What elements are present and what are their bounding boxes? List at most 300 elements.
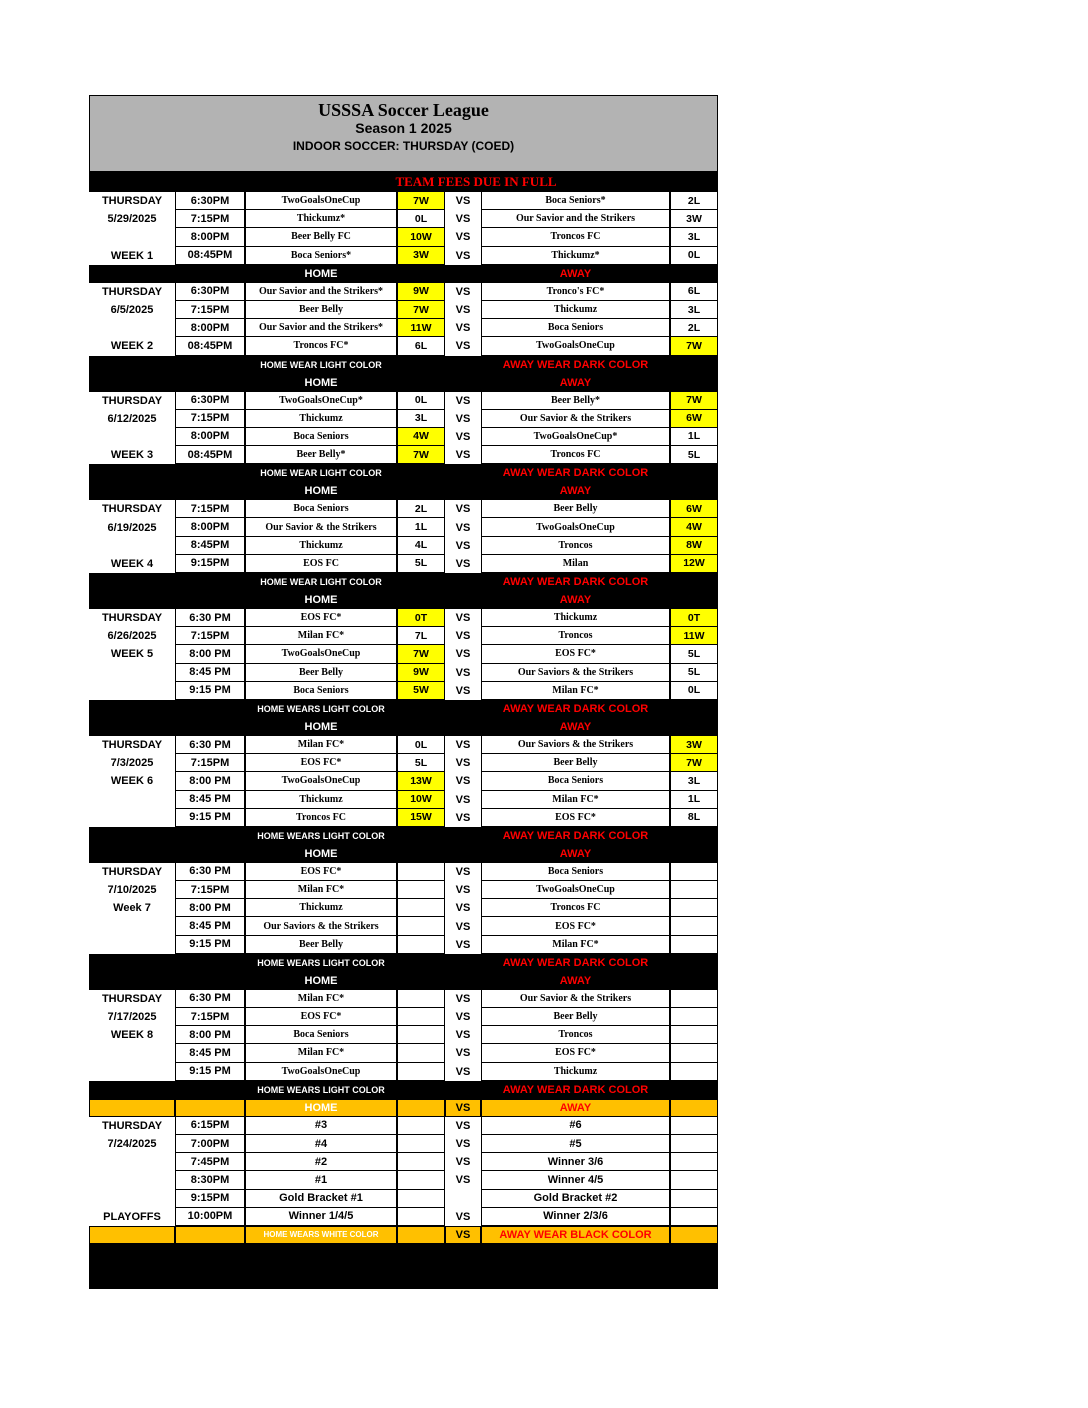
day-label: [89, 791, 175, 809]
game-time: 8:00PM: [175, 228, 245, 246]
day-label: 7/3/2025: [110, 757, 154, 770]
away-seed: Winner 3/6: [481, 1153, 670, 1171]
game-time: 7:15PM: [175, 210, 245, 228]
away-team: Thickumz: [481, 301, 670, 319]
game-row: [89, 881, 718, 899]
day-label: [89, 664, 175, 682]
away-score: 7W: [670, 337, 718, 355]
gold-blank: [397, 1226, 445, 1244]
vs-label: VS: [455, 412, 471, 425]
away-team: Troncos: [481, 537, 670, 555]
home-score: [397, 936, 445, 954]
vs-label: VS: [455, 322, 471, 335]
bar-blank: [89, 464, 245, 482]
home-away-header: [89, 591, 718, 609]
home-team: Boca Seniors: [245, 428, 397, 446]
home-header: HOME: [304, 485, 338, 498]
away-wear-note: AWAY WEAR DARK COLOR: [502, 1083, 649, 1096]
game-row: [89, 1026, 718, 1044]
game-row: [89, 247, 718, 265]
vs-label: VS: [455, 757, 471, 770]
away-score: [670, 990, 718, 1008]
away-team: Our Savior & the Strikers: [481, 990, 670, 1008]
vs-label: VS: [455, 539, 471, 552]
day-label: [89, 1153, 175, 1171]
league-title: USSSA Soccer League: [318, 100, 489, 120]
bar-blank: [670, 482, 718, 500]
game-row: [89, 809, 718, 827]
game-row: [89, 1008, 718, 1026]
home-score: 7W: [397, 446, 445, 464]
away-team: Troncos FC: [481, 899, 670, 917]
home-team: Milan FC*: [245, 881, 397, 899]
away-score: [670, 863, 718, 881]
day-label: [89, 917, 175, 935]
game-time: 6:30PM: [175, 283, 245, 301]
away-score: 0L: [670, 247, 718, 265]
game-row: [89, 392, 718, 410]
day-label: Week 7: [113, 902, 151, 915]
home-team: TwoGoalsOneCup: [245, 645, 397, 663]
away-score: 3L: [670, 301, 718, 319]
away-seed: #5: [481, 1135, 670, 1153]
home-header: HOME: [304, 594, 338, 606]
playoff-row: [89, 1135, 718, 1153]
vs-label: VS: [455, 992, 471, 1005]
game-row: [89, 1063, 718, 1081]
vs-label: VS: [455, 521, 471, 534]
bar-blank: [397, 972, 481, 990]
game-row: [89, 410, 718, 428]
home-score: 10W: [397, 791, 445, 809]
home-score: 5L: [397, 754, 445, 772]
day-label: [89, 809, 175, 827]
vs-label: VS: [455, 811, 471, 824]
away-team: Boca Seniors: [481, 772, 670, 790]
home-score: [397, 1171, 445, 1189]
game-time: 10:00PM: [175, 1208, 245, 1226]
away-score: 2L: [670, 319, 718, 337]
away-team: Our Saviors & the Strikers: [481, 736, 670, 754]
home-wear-note: HOME WEARS LIGHT COLOR: [257, 1084, 385, 1095]
home-score: 0T: [397, 609, 445, 627]
bar-blank: [397, 482, 481, 500]
away-seed: Winner 4/5: [481, 1171, 670, 1189]
day-label: THURSDAY: [101, 865, 163, 878]
game-time: 7:15PM: [175, 627, 245, 645]
vs-label: VS: [455, 666, 471, 679]
day-label: [89, 1063, 175, 1081]
home-score: 6L: [397, 337, 445, 355]
bar-blank: [670, 954, 718, 972]
vs-label: VS: [455, 195, 471, 208]
home-team: Beer Belly: [245, 936, 397, 954]
vs-label: VS: [455, 1119, 471, 1132]
home-away-header: [89, 482, 718, 500]
home-team: Beer Belly: [245, 664, 397, 682]
away-score: 8W: [670, 537, 718, 555]
away-score: 5L: [670, 645, 718, 663]
bar-blank: [670, 700, 718, 718]
away-score: [670, 1044, 718, 1062]
vs-label: VS: [455, 1011, 471, 1024]
home-team: Our Savior & the Strikers: [245, 518, 397, 536]
away-team: EOS FC*: [481, 809, 670, 827]
day-label: 6/19/2025: [107, 521, 157, 534]
home-team: Our Savior and the Strikers*: [245, 283, 397, 301]
home-team: Milan FC*: [245, 1044, 397, 1062]
away-score: 0L: [670, 682, 718, 700]
home-header: HOME: [304, 267, 338, 280]
uniform-note: [89, 464, 718, 482]
bar-blank: [89, 718, 245, 736]
bar-blank: [397, 954, 481, 972]
away-score: [670, 1063, 718, 1081]
home-header: HOME: [304, 974, 338, 987]
home-score: 0L: [397, 736, 445, 754]
away-wear-note: AWAY WEAR DARK COLOR: [502, 576, 649, 588]
game-time: 6:30 PM: [175, 609, 245, 627]
day-label: THURSDAY: [101, 612, 163, 625]
bar-blank: [397, 845, 481, 863]
vs-label: VS: [455, 684, 471, 697]
bar-blank: [89, 1081, 245, 1099]
vs-label: VS: [455, 1156, 471, 1169]
away-score: [670, 1190, 718, 1208]
bar-blank: [397, 573, 481, 591]
season-label: Season 1 2025: [355, 120, 452, 136]
away-score: 3W: [670, 210, 718, 228]
home-team: EOS FC*: [245, 609, 397, 627]
gold-blank: [175, 1099, 245, 1117]
away-score: [670, 1008, 718, 1026]
home-away-header: [89, 972, 718, 990]
home-score: [397, 1008, 445, 1026]
away-team: Milan: [481, 555, 670, 573]
away-score: 2L: [670, 192, 718, 210]
day-label: THURSDAY: [101, 739, 163, 752]
day-label: WEEK 6: [110, 775, 154, 788]
game-time: 6:30 PM: [175, 990, 245, 1008]
day-label: PLAYOFFS: [103, 1210, 161, 1223]
home-score: 7L: [397, 627, 445, 645]
game-time: 8:00 PM: [175, 645, 245, 663]
away-team: Beer Belly: [481, 500, 670, 518]
away-team: EOS FC*: [481, 1044, 670, 1062]
away-team: TwoGoalsOneCup: [481, 518, 670, 536]
day-label: THURSDAY: [101, 195, 163, 208]
home-team: Our Savior and the Strikers*: [245, 319, 397, 337]
game-time: 6:15PM: [175, 1117, 245, 1135]
away-wear-note: AWAY WEAR DARK COLOR: [502, 702, 649, 715]
bar-blank: [89, 845, 245, 863]
away-wear-note: AWAY WEAR DARK COLOR: [502, 467, 649, 480]
away-team: Milan FC*: [481, 791, 670, 809]
game-time: 08:45PM: [175, 247, 245, 265]
home-team: TwoGoalsOneCup: [245, 772, 397, 790]
game-row: [89, 754, 718, 772]
day-label: [89, 1171, 175, 1189]
home-wear-note: HOME WEARS WHITE COLOR: [245, 1226, 397, 1244]
vs-label: VS: [455, 1047, 471, 1060]
game-time: 8:00 PM: [175, 899, 245, 917]
game-row: [89, 192, 718, 210]
game-time: 7:45PM: [175, 1153, 245, 1171]
game-time: 08:45PM: [175, 446, 245, 464]
home-team: Our Saviors & the Strikers: [245, 917, 397, 935]
game-time: 08:45PM: [175, 337, 245, 355]
day-label: WEEK 5: [110, 648, 154, 661]
home-score: [397, 881, 445, 899]
playoff-row: [89, 1208, 718, 1226]
home-team: EOS FC*: [245, 754, 397, 772]
away-score: 0T: [670, 609, 718, 627]
away-header: AWAY: [481, 1099, 670, 1117]
day-label: WEEK 3: [110, 449, 154, 462]
vs-label: VS: [455, 503, 471, 516]
away-score: [670, 1026, 718, 1044]
game-time: 9:15 PM: [175, 1063, 245, 1081]
away-score: [670, 899, 718, 917]
schedule-sheet: [89, 95, 718, 1289]
home-wear-note: HOME WEARS LIGHT COLOR: [257, 957, 385, 968]
away-team: Troncos: [481, 627, 670, 645]
subtitle: INDOOR SOCCER: THURSDAY (COED): [292, 139, 515, 153]
vs-label: VS: [455, 902, 471, 915]
game-row: [89, 537, 718, 555]
home-away-header: [89, 845, 718, 863]
game-time: 8:00 PM: [175, 772, 245, 790]
game-time: 8:30PM: [175, 1171, 245, 1189]
home-wear-note: HOME WEAR LIGHT COLOR: [260, 577, 382, 587]
away-score: [670, 1171, 718, 1189]
away-score: 1L: [670, 791, 718, 809]
bar-blank: [89, 591, 245, 609]
schedule-body: [89, 192, 718, 1244]
home-score: [397, 1135, 445, 1153]
away-team: Thickumz: [481, 1063, 670, 1081]
game-row: [89, 772, 718, 790]
home-score: 15W: [397, 809, 445, 827]
bar-blank: [670, 573, 718, 591]
away-score: 8L: [670, 809, 718, 827]
game-row: [89, 555, 718, 573]
game-row: [89, 1044, 718, 1062]
away-seed: Winner 2/3/6: [481, 1208, 670, 1226]
home-team: TwoGoalsOneCup*: [245, 392, 397, 410]
vs-label: VS: [455, 630, 471, 643]
playoff-row: [89, 1153, 718, 1171]
footer-bar: [89, 1244, 718, 1289]
away-team: Troncos FC: [481, 446, 670, 464]
day-label: THURSDAY: [101, 992, 163, 1005]
bar-blank: [397, 464, 481, 482]
game-row: [89, 319, 718, 337]
home-team: Troncos FC*: [245, 337, 397, 355]
home-team: TwoGoalsOneCup: [245, 1063, 397, 1081]
vs-label: VS: [455, 739, 471, 752]
vs-label: VS: [455, 1174, 471, 1187]
day-label: [89, 682, 175, 700]
day-label: [89, 319, 175, 337]
home-team: Boca Seniors: [245, 1026, 397, 1044]
home-team: Boca Seniors: [245, 682, 397, 700]
vs-label: VS: [455, 340, 471, 353]
game-row: [89, 228, 718, 246]
game-time: 6:30PM: [175, 192, 245, 210]
home-wear-note: HOME WEARS LIGHT COLOR: [257, 830, 385, 841]
away-header: AWAY: [559, 376, 592, 389]
game-row: [89, 917, 718, 935]
home-away-header: [89, 718, 718, 736]
day-label: 7/17/2025: [107, 1011, 157, 1024]
vs-label: [445, 1190, 481, 1208]
game-time: 6:30 PM: [175, 736, 245, 754]
gold-blank: [397, 1099, 445, 1117]
home-score: [397, 1190, 445, 1208]
away-team: Milan FC*: [481, 936, 670, 954]
day-label: [89, 1044, 175, 1062]
away-header: AWAY: [559, 267, 592, 280]
uniform-note: [89, 356, 718, 374]
game-time: 7:15PM: [175, 500, 245, 518]
bar-blank: [397, 827, 481, 845]
home-score: [397, 990, 445, 1008]
game-time: 8:45PM: [175, 537, 245, 555]
away-score: [670, 1135, 718, 1153]
gold-blank: [89, 1099, 175, 1117]
home-team: Thickumz: [245, 899, 397, 917]
home-seed: #2: [245, 1153, 397, 1171]
vs-label: VS: [445, 1099, 481, 1117]
game-row: [89, 990, 718, 1008]
home-away-header: [89, 374, 718, 392]
vs-label: VS: [455, 865, 471, 878]
bar-blank: [670, 972, 718, 990]
home-wear-note: HOME WEARS LIGHT COLOR: [257, 703, 385, 714]
vs-label: VS: [455, 612, 471, 625]
away-team: TwoGoalsOneCup*: [481, 428, 670, 446]
game-time: 9:15 PM: [175, 809, 245, 827]
away-score: [670, 881, 718, 899]
game-time: 9:15 PM: [175, 682, 245, 700]
uniform-note: [89, 1081, 718, 1099]
away-score: 6W: [670, 500, 718, 518]
home-score: [397, 1063, 445, 1081]
away-score: 7W: [670, 392, 718, 410]
day-label: THURSDAY: [101, 1119, 163, 1132]
bar-blank: [670, 356, 718, 374]
uniform-note: [89, 827, 718, 845]
bar-blank: [397, 700, 481, 718]
bar-blank: [89, 356, 245, 374]
home-team: Boca Seniors*: [245, 247, 397, 265]
away-score: [670, 1153, 718, 1171]
away-team: Boca Seniors*: [481, 192, 670, 210]
game-row: [89, 301, 718, 319]
away-score: 5L: [670, 446, 718, 464]
home-team: EOS FC*: [245, 863, 397, 881]
home-score: 5L: [397, 555, 445, 573]
gold-blank: [175, 1226, 245, 1244]
home-seed: #4: [245, 1135, 397, 1153]
vs-label: VS: [455, 938, 471, 951]
vs-label: VS: [455, 920, 471, 933]
game-time: 7:15PM: [175, 881, 245, 899]
home-wear-note: HOME WEAR LIGHT COLOR: [260, 359, 382, 370]
away-team: TwoGoalsOneCup: [481, 337, 670, 355]
away-header: AWAY: [559, 974, 592, 987]
home-score: 7W: [397, 301, 445, 319]
home-away-header: [89, 265, 718, 283]
away-score: 6W: [670, 410, 718, 428]
away-score: 4W: [670, 518, 718, 536]
home-score: [397, 863, 445, 881]
bar-blank: [670, 827, 718, 845]
away-team: Our Savior and the Strikers: [481, 210, 670, 228]
home-header: HOME: [304, 720, 338, 733]
vs-label: VS: [455, 249, 471, 262]
day-label: [89, 537, 175, 555]
home-score: 13W: [397, 772, 445, 790]
away-team: TwoGoalsOneCup: [481, 881, 670, 899]
playoff-row: [89, 1190, 718, 1208]
bar-blank: [89, 972, 245, 990]
uniform-note: [89, 573, 718, 591]
game-time: 9:15PM: [175, 555, 245, 573]
vs-label: VS: [455, 1210, 471, 1223]
away-score: 12W: [670, 555, 718, 573]
game-row: [89, 283, 718, 301]
home-score: 4L: [397, 537, 445, 555]
day-label: [89, 428, 175, 446]
vs-label: VS: [455, 1065, 471, 1078]
away-wear-note: AWAY WEAR DARK COLOR: [502, 956, 649, 969]
fees-notice: TEAM FEES DUE IN FULL: [89, 172, 718, 192]
day-label: [89, 1190, 175, 1208]
away-team: Our Saviors & the Strikers: [481, 664, 670, 682]
game-row: [89, 428, 718, 446]
game-time: 7:15PM: [175, 410, 245, 428]
day-label: THURSDAY: [101, 285, 163, 298]
game-time: 8:00 PM: [175, 1026, 245, 1044]
home-score: [397, 1044, 445, 1062]
game-time: 7:15PM: [175, 1008, 245, 1026]
away-team: Beer Belly: [481, 1008, 670, 1026]
away-seed: Gold Bracket #2: [481, 1190, 670, 1208]
day-label: WEEK 4: [110, 557, 154, 570]
away-team: EOS FC*: [481, 917, 670, 935]
home-score: 10W: [397, 228, 445, 246]
bar-blank: [89, 265, 245, 283]
home-team: Beer Belly: [245, 301, 397, 319]
bar-blank: [397, 265, 481, 283]
playoff-header: [89, 1099, 718, 1117]
home-team: Boca Seniors: [245, 500, 397, 518]
home-score: 9W: [397, 283, 445, 301]
game-row: [89, 791, 718, 809]
game-row: [89, 863, 718, 881]
game-time: 6:30 PM: [175, 863, 245, 881]
day-label: WEEK 1: [110, 249, 154, 262]
home-score: 4W: [397, 428, 445, 446]
home-seed: #1: [245, 1171, 397, 1189]
vs-label: VS: [455, 394, 471, 407]
header: [89, 95, 718, 172]
vs-label: VS: [455, 884, 471, 897]
gold-blank: [89, 1226, 175, 1244]
away-seed: #6: [481, 1117, 670, 1135]
